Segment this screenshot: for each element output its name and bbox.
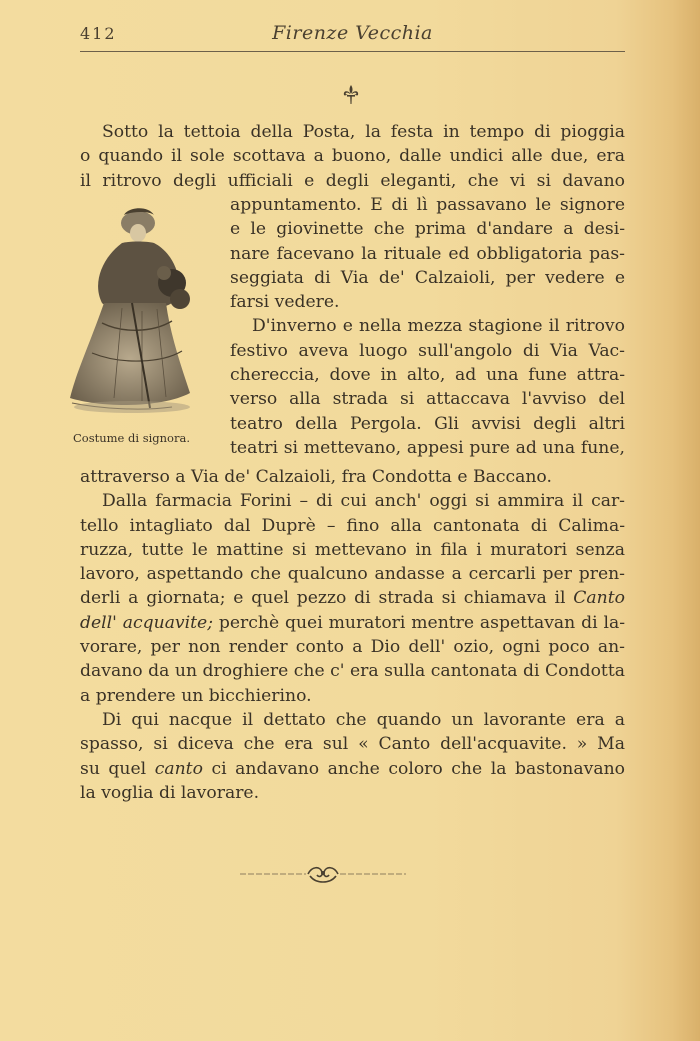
text-line: ruzza, tutte le mattine si mettevano in fila i muratori senza bbox=[80, 539, 625, 560]
text-line bbox=[80, 586, 625, 610]
text-line: il ritrovo degli ufficiali e degli eleganti, che vi si davano bbox=[80, 170, 625, 191]
fleur-de-lis-icon bbox=[339, 83, 363, 107]
running-title: Firenze Vecchia bbox=[272, 22, 433, 44]
italic-term: canto bbox=[154, 758, 203, 779]
text-segment: perchè quei muratori mentre aspettavan di la- bbox=[218, 612, 625, 633]
page-header bbox=[80, 20, 625, 50]
text-line: Dalla farmacia Forini – di cui anch' oggi si ammira il car- bbox=[102, 491, 625, 512]
text-line: festivo aveva luogo sull'angolo di Via Vac- bbox=[230, 340, 625, 361]
text-line: vorare, per non render conto a Dio dell' ozio, ogni poco an- bbox=[80, 637, 625, 658]
paragraph-1-full bbox=[80, 120, 625, 193]
tailpiece-ornament bbox=[238, 862, 408, 886]
text-line bbox=[80, 611, 625, 635]
text-line bbox=[80, 757, 625, 781]
text-line: chereccia, dove in alto, ad una fune attra- bbox=[230, 365, 625, 386]
text-line: nare facevano la rituale ed obbligatoria pas- bbox=[230, 243, 625, 264]
text-line: Di qui nacque il dettato che quando un lavorante era a bbox=[102, 709, 625, 730]
text-line: tello intagliato dal Duprè – fino alla cantonata di Calima- bbox=[80, 515, 625, 536]
text-line: D'inverno e nella mezza stagione il ritrovo bbox=[252, 316, 625, 337]
text-line: la voglia di lavorare. bbox=[80, 782, 260, 803]
text-segment: derli a giornata; e quel pezzo di strada si chiamava il bbox=[80, 588, 566, 609]
text-line: farsi vedere. bbox=[230, 292, 340, 313]
text-line: teatro della Pergola. Gli avvisi degli altri bbox=[230, 413, 625, 434]
text-line: seggiata di Via de' Calzaioli, per vedere e bbox=[230, 267, 625, 288]
text-line: e le giovinette che prima d'andare a desi- bbox=[230, 219, 625, 240]
italic-term: dell' acquavite; bbox=[80, 612, 214, 633]
costume-illustration bbox=[62, 203, 202, 418]
text-line: lavoro, aspettando che qualcuno andasse a cercarli per pren- bbox=[80, 564, 625, 585]
header-rule bbox=[80, 51, 625, 52]
text-line: teatri si mettevano, appesi pure ad una fune, bbox=[230, 437, 625, 458]
text-segment: ci andavano anche coloro che la bastonavano bbox=[211, 758, 625, 779]
page-number: 412 bbox=[80, 24, 117, 43]
text-line: appuntamento. E di lì passavano le signore bbox=[230, 195, 625, 215]
paragraph-narrow-column bbox=[230, 193, 625, 460]
text-line: attraverso a Via de' Calzaioli, fra Condotta e Baccano. bbox=[80, 467, 552, 487]
text-line: verso alla strada si attaccava l'avviso del bbox=[230, 389, 625, 410]
text-line: davano da un droghiere che c' era sulla cantonata di Condotta bbox=[80, 661, 625, 682]
paragraph-full-lower bbox=[80, 465, 625, 805]
text-segment: su quel bbox=[80, 758, 147, 779]
text-line: o quando il sole scottava a buono, dalle undici alle due, era bbox=[80, 146, 625, 167]
text-line: spasso, si diceva che era sul « Canto dell'acquavite. » Ma bbox=[80, 734, 625, 755]
illustration-caption: Costume di signora. bbox=[73, 431, 190, 445]
text-line: Sotto la tettoia della Posta, la festa in tempo di pioggia bbox=[102, 122, 625, 142]
italic-term: Canto bbox=[573, 588, 625, 609]
text-line: a prendere un bicchierino. bbox=[80, 685, 312, 706]
